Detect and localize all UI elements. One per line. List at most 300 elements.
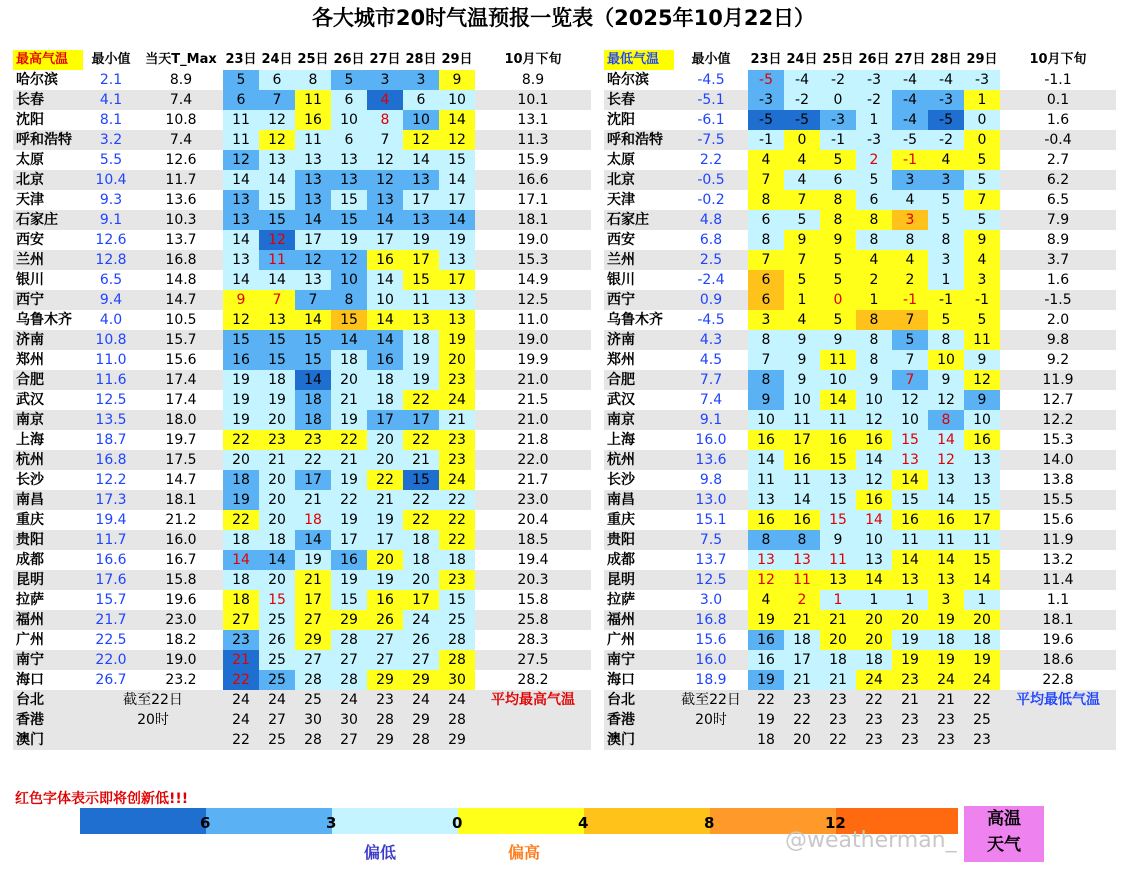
forecast-cell: 25 (259, 650, 295, 670)
forecast-cell: 16 (295, 110, 331, 130)
forecast-cell: 22 (439, 510, 475, 530)
forecast-cell: 15 (331, 590, 367, 610)
city-row (604, 310, 1116, 330)
city-name: 南宁 (604, 650, 674, 670)
forecast-cell: 11 (964, 330, 1000, 350)
forecast-cell: 8 (784, 530, 820, 550)
forecast-cell: 13 (820, 470, 856, 490)
today-tmax: 16.8 (139, 250, 223, 270)
forecast-cell: 11 (259, 250, 295, 270)
city-row (13, 530, 591, 550)
forecast-cell: 28 (439, 650, 475, 670)
forecast-cell: 14 (856, 570, 892, 590)
late-oct-avg: 2.0 (1046, 312, 1070, 328)
city-row (13, 190, 591, 210)
today-tmax: 18.2 (165, 632, 197, 648)
forecast-cell: 10 (964, 410, 1000, 430)
forecast-cell: 23 (439, 570, 475, 590)
city-row (13, 570, 591, 590)
forecast-cell: 12 (403, 130, 439, 150)
late-oct-avg: 9.8 (1000, 330, 1116, 350)
city-name: 天津 (607, 192, 635, 208)
forecast-cell: 22 (403, 390, 439, 410)
city-name: 武汉 (16, 392, 44, 408)
city-name: 广州 (607, 632, 635, 648)
city-row (604, 250, 1116, 270)
forecast-cell: 13 (964, 470, 1000, 490)
city-row (604, 630, 1116, 650)
city-row (604, 230, 1116, 250)
min-value: 15.6 (695, 632, 727, 648)
forecast-cell: 5 (820, 250, 856, 270)
today-tmax: 17.5 (139, 450, 223, 470)
city-name: 昆明 (604, 570, 674, 590)
late-oct-avg: 15.3 (1042, 432, 1074, 448)
today-tmax: 14.8 (165, 272, 197, 288)
forecast-cell: 14 (856, 450, 892, 470)
forecast-cell: 27 (295, 650, 331, 670)
city-name: 乌鲁木齐 (16, 312, 72, 328)
forecast-cell: -3 (928, 90, 964, 110)
forecast-cell: 23 (892, 730, 928, 750)
forecast-cell: 19 (439, 230, 475, 250)
forecast-cell: 18 (928, 630, 964, 650)
extra-note (83, 730, 223, 750)
min-value: 11.0 (95, 352, 127, 368)
min-value: 12.5 (674, 570, 748, 590)
today-tmax: 12.6 (165, 152, 197, 168)
forecast-cell: 25 (259, 730, 295, 750)
forecast-cell: 21 (331, 390, 367, 410)
forecast-cell: 23 (295, 430, 331, 450)
forecast-cell: 14 (259, 170, 295, 190)
city-row (13, 670, 591, 690)
city-row (604, 610, 1116, 630)
forecast-cell: 19 (928, 650, 964, 670)
today-tmax: 7.4 (139, 90, 223, 110)
today-tmax: 19.7 (165, 432, 197, 448)
forecast-cell: 9 (439, 70, 475, 90)
forecast-cell: 18 (223, 570, 259, 590)
high-temp-legend-line: 天气 (987, 835, 1021, 855)
min-value: -0.2 (697, 192, 725, 208)
min-value: 17.6 (83, 570, 139, 590)
forecast-cell: 16 (856, 490, 892, 510)
city-name: 南昌 (604, 490, 674, 510)
forecast-cell: 24 (439, 470, 475, 490)
forecast-cell: 6 (331, 90, 367, 110)
forecast-cell: 3 (367, 70, 403, 90)
city-name: 昆明 (13, 570, 83, 590)
late-oct-avg: 13.8 (1042, 472, 1074, 488)
forecast-cell: 21 (784, 670, 820, 690)
today-tmax: 7.4 (139, 130, 223, 150)
forecast-cell: 7 (892, 350, 928, 370)
min-value: 18.9 (695, 672, 727, 688)
forecast-cell: 13 (295, 170, 331, 190)
forecast-cell: 14 (439, 110, 475, 130)
forecast-cell: 18 (367, 390, 403, 410)
extra-city-row (13, 730, 591, 750)
late-oct-avg: 7.9 (1000, 210, 1116, 230)
city-row (13, 470, 591, 490)
forecast-cell: 15 (259, 330, 295, 350)
forecast-cell: 13 (892, 570, 928, 590)
forecast-cell: 19 (331, 510, 367, 530)
forecast-cell: 15 (295, 330, 331, 350)
extra-note: 截至22日 (83, 690, 223, 710)
forecast-cell: 1 (928, 270, 964, 290)
forecast-cell: 19 (223, 370, 259, 390)
forecast-cell: 3 (892, 210, 928, 230)
forecast-cell: 14 (331, 330, 367, 350)
forecast-cell: 15 (259, 190, 295, 210)
forecast-cell: 14 (928, 430, 964, 450)
forecast-cell: 5 (820, 310, 856, 330)
late-oct-avg: 6.2 (1000, 170, 1116, 190)
forecast-cell: 4 (367, 90, 403, 110)
min-value: 13.7 (695, 552, 727, 568)
city-row (13, 110, 591, 130)
forecast-cell: 21 (331, 450, 367, 470)
forecast-cell: 13 (856, 550, 892, 570)
forecast-cell: 3 (748, 310, 784, 330)
forecast-cell: 5 (223, 70, 259, 90)
forecast-cell: 19 (748, 710, 784, 730)
forecast-cell: 15 (223, 330, 259, 350)
extra-city-row (604, 710, 1116, 730)
forecast-cell: 20 (892, 610, 928, 630)
min-value: -4.5 (697, 72, 725, 88)
forecast-cell: 13 (892, 450, 928, 470)
forecast-cell: 21 (295, 490, 331, 510)
today-tmax: 11.7 (139, 170, 223, 190)
min-value: 4.0 (99, 312, 123, 328)
city-row (13, 170, 591, 190)
forecast-cell: 11 (295, 90, 331, 110)
forecast-cell: 14 (295, 530, 331, 550)
forecast-cell: 14 (928, 490, 964, 510)
forecast-cell: 12 (928, 450, 964, 470)
forecast-cell: 11 (784, 410, 820, 430)
forecast-cell: 20 (367, 430, 403, 450)
city-name: 拉萨 (16, 592, 44, 608)
city-row (604, 650, 1116, 670)
forecast-cell: 23 (439, 430, 475, 450)
forecast-cell: 13 (223, 190, 259, 210)
city-row (604, 130, 1116, 150)
city-row (13, 350, 591, 370)
forecast-cell: 8 (748, 530, 784, 550)
legend-tick-label: 4 (578, 814, 589, 832)
forecast-cell: 17 (295, 590, 331, 610)
forecast-cell: 20 (223, 450, 259, 470)
forecast-cell: 27 (331, 650, 367, 670)
forecast-cell: 24 (439, 390, 475, 410)
forecast-cell: -4 (892, 70, 928, 90)
late-oct-avg: 15.9 (517, 152, 549, 168)
forecast-cell: 16 (748, 650, 784, 670)
forecast-cell: 11 (964, 530, 1000, 550)
today-tmax: 21.2 (165, 512, 197, 528)
city-row (13, 510, 591, 530)
city-name: 乌鲁木齐 (607, 312, 663, 328)
city-row (13, 410, 591, 430)
forecast-cell: -1 (748, 130, 784, 150)
forecast-cell: 18 (403, 550, 439, 570)
forecast-cell: 19 (964, 650, 1000, 670)
city-name: 呼和浩特 (604, 130, 674, 150)
forecast-cell: 21 (928, 690, 964, 710)
forecast-cell: -2 (784, 90, 820, 110)
min-value: -0.5 (674, 170, 748, 190)
city-row (13, 150, 591, 170)
min-value: 13.5 (83, 410, 139, 430)
city-name: 成都 (16, 552, 44, 568)
forecast-cell: 15 (403, 270, 439, 290)
city-row (604, 410, 1116, 430)
forecast-cell: 5 (784, 210, 820, 230)
forecast-cell: 10 (784, 390, 820, 410)
min-value: 16.0 (674, 650, 748, 670)
forecast-cell: 11 (820, 350, 856, 370)
forecast-cell: 28 (403, 730, 439, 750)
city-name: 郑州 (16, 352, 44, 368)
page-title: 各大城市20时气温预报一览表（2025年10月22日） (311, 6, 816, 30)
forecast-cell: 26 (259, 630, 295, 650)
late-oct-avg: 16.6 (475, 170, 591, 190)
forecast-cell: 11 (223, 130, 259, 150)
legend-color-band (584, 808, 710, 834)
forecast-cell: 19 (223, 390, 259, 410)
city-row (604, 590, 1116, 610)
forecast-cell: 19 (331, 470, 367, 490)
city-name: 兰州 (13, 250, 83, 270)
forecast-cell: 7 (784, 190, 820, 210)
city-name: 澳门 (604, 730, 674, 750)
forecast-cell: 8 (892, 230, 928, 250)
forecast-cell: 29 (331, 610, 367, 630)
forecast-cell: 21 (259, 450, 295, 470)
forecast-cell: 13 (439, 290, 475, 310)
forecast-cell: 9 (820, 530, 856, 550)
city-name: 西安 (16, 232, 44, 248)
forecast-cell: 17 (295, 470, 331, 490)
forecast-cell: 7 (295, 290, 331, 310)
forecast-cell: 9 (964, 390, 1000, 410)
forecast-cell: 19 (403, 230, 439, 250)
forecast-cell: 17 (403, 190, 439, 210)
forecast-cell: 15 (820, 450, 856, 470)
column-header: 27日 (369, 52, 401, 67)
city-name: 太原 (607, 152, 635, 168)
forecast-cell: 19 (748, 670, 784, 690)
forecast-cell: 21 (295, 570, 331, 590)
forecast-cell: 11 (820, 410, 856, 430)
forecast-cell: 1 (964, 590, 1000, 610)
late-oct-avg: 19.9 (517, 352, 549, 368)
forecast-cell: -3 (856, 70, 892, 90)
forecast-cell: 11 (892, 530, 928, 550)
legend-tick-label: 3 (326, 814, 337, 832)
forecast-cell: 22 (856, 690, 892, 710)
forecast-cell: 22 (964, 690, 1000, 710)
city-name: 长沙 (607, 472, 635, 488)
late-oct-avg: 11.9 (1000, 530, 1116, 550)
min-value: -2.4 (697, 272, 725, 288)
forecast-cell: 11 (295, 130, 331, 150)
forecast-cell: 23 (856, 730, 892, 750)
forecast-cell: 5 (964, 150, 1000, 170)
late-oct-avg: 8.9 (521, 72, 545, 88)
forecast-cell: 24 (223, 710, 259, 730)
forecast-cell: 16 (223, 350, 259, 370)
forecast-cell: 20 (964, 610, 1000, 630)
city-row (13, 610, 591, 630)
forecast-cell: 14 (748, 450, 784, 470)
column-header: 29日 (966, 52, 998, 67)
min-value: -7.5 (674, 130, 748, 150)
city-name: 南京 (13, 410, 83, 430)
forecast-cell: 24 (259, 690, 295, 710)
forecast-cell: 5 (928, 210, 964, 230)
forecast-cell: 28 (331, 630, 367, 650)
city-name: 上海 (607, 432, 635, 448)
city-row (13, 490, 591, 510)
forecast-cell: 18 (403, 330, 439, 350)
max-temp-table (13, 50, 591, 750)
forecast-cell: 24 (223, 690, 259, 710)
legend-color-band (458, 808, 584, 834)
forecast-cell: 23 (928, 730, 964, 750)
forecast-cell: 27 (331, 730, 367, 750)
forecast-cell: 21 (784, 610, 820, 630)
forecast-cell: 4 (892, 250, 928, 270)
high-temp-legend-box (964, 806, 1044, 862)
avg-label (475, 710, 591, 730)
min-value: 9.1 (83, 210, 139, 230)
late-oct-avg: 21.0 (475, 410, 591, 430)
forecast-cell: 17 (439, 270, 475, 290)
city-name: 哈尔滨 (607, 72, 649, 88)
forecast-cell: 19 (892, 630, 928, 650)
forecast-cell: 15 (820, 490, 856, 510)
avg-label (1000, 730, 1116, 750)
forecast-cell: 13 (403, 310, 439, 330)
forecast-cell: 21 (367, 490, 403, 510)
forecast-cell: 20 (259, 410, 295, 430)
column-header: 28日 (405, 52, 437, 67)
forecast-cell: 23 (784, 690, 820, 710)
forecast-cell: 12 (748, 570, 784, 590)
min-value: 4.3 (674, 330, 748, 350)
city-name: 重庆 (16, 512, 44, 528)
forecast-cell: 9 (784, 350, 820, 370)
forecast-cell: 28 (439, 630, 475, 650)
forecast-cell: 8 (928, 410, 964, 430)
city-name: 香港 (13, 710, 83, 730)
forecast-cell: 22 (439, 490, 475, 510)
city-name: 北京 (604, 170, 674, 190)
forecast-cell: 12 (856, 470, 892, 490)
forecast-cell: 22 (367, 470, 403, 490)
forecast-cell: 19 (403, 350, 439, 370)
city-name: 台北 (13, 690, 83, 710)
city-name: 济南 (13, 330, 83, 350)
forecast-cell: 5 (964, 310, 1000, 330)
forecast-cell: 11 (403, 290, 439, 310)
forecast-cell: 9 (964, 230, 1000, 250)
forecast-cell: 13 (259, 150, 295, 170)
forecast-cell: 14 (439, 170, 475, 190)
forecast-cell: 7 (259, 90, 295, 110)
late-oct-avg: 14.9 (517, 272, 549, 288)
forecast-cell: 20 (259, 510, 295, 530)
forecast-cell: 17 (964, 510, 1000, 530)
late-oct-avg: 20.3 (475, 570, 591, 590)
forecast-cell: 22 (820, 730, 856, 750)
forecast-cell: 0 (964, 110, 1000, 130)
city-row (13, 330, 591, 350)
forecast-cell: 15 (820, 510, 856, 530)
city-row (604, 510, 1116, 530)
forecast-cell: 13 (223, 210, 259, 230)
column-header: 24日 (786, 52, 818, 67)
column-header: 10月下旬 (1029, 52, 1087, 67)
city-name: 福州 (13, 610, 83, 630)
min-value: 9.8 (699, 472, 723, 488)
forecast-cell: 22 (295, 450, 331, 470)
today-tmax: 17.4 (139, 370, 223, 390)
forecast-cell: 22 (331, 430, 367, 450)
forecast-cell: 18 (367, 370, 403, 390)
extra-note: 20时 (674, 710, 748, 730)
min-value: 2.2 (699, 152, 723, 168)
min-value: 10.8 (83, 330, 139, 350)
city-name: 哈尔滨 (16, 72, 58, 88)
late-oct-avg: 28.2 (517, 672, 549, 688)
forecast-cell: 3 (403, 70, 439, 90)
min-value: 17.3 (83, 490, 139, 510)
forecast-cell: 18 (403, 530, 439, 550)
forecast-cell: 12 (856, 410, 892, 430)
forecast-cell: 10 (367, 290, 403, 310)
forecast-cell: 6 (331, 130, 367, 150)
forecast-cell: 8 (748, 190, 784, 210)
city-name: 成都 (607, 552, 635, 568)
forecast-cell: 13 (784, 550, 820, 570)
min-value: 11.7 (83, 530, 139, 550)
forecast-cell: 3 (928, 250, 964, 270)
forecast-cell: 15 (331, 190, 367, 210)
late-oct-avg: 28.3 (517, 632, 549, 648)
city-name: 西安 (607, 232, 635, 248)
forecast-cell: 14 (784, 490, 820, 510)
legend-tick-label: 6 (200, 814, 211, 832)
forecast-cell: 13 (748, 550, 784, 570)
forecast-cell: 7 (964, 190, 1000, 210)
forecast-cell: 10 (856, 390, 892, 410)
forecast-cell: 17 (784, 650, 820, 670)
forecast-cell: 8 (856, 330, 892, 350)
forecast-cell: 6 (748, 270, 784, 290)
forecast-cell: 29 (439, 730, 475, 750)
forecast-cell: 11 (820, 550, 856, 570)
forecast-cell: 20 (259, 470, 295, 490)
forecast-cell: 15 (259, 210, 295, 230)
late-oct-avg: 19.4 (517, 552, 549, 568)
forecast-cell: 11 (223, 110, 259, 130)
